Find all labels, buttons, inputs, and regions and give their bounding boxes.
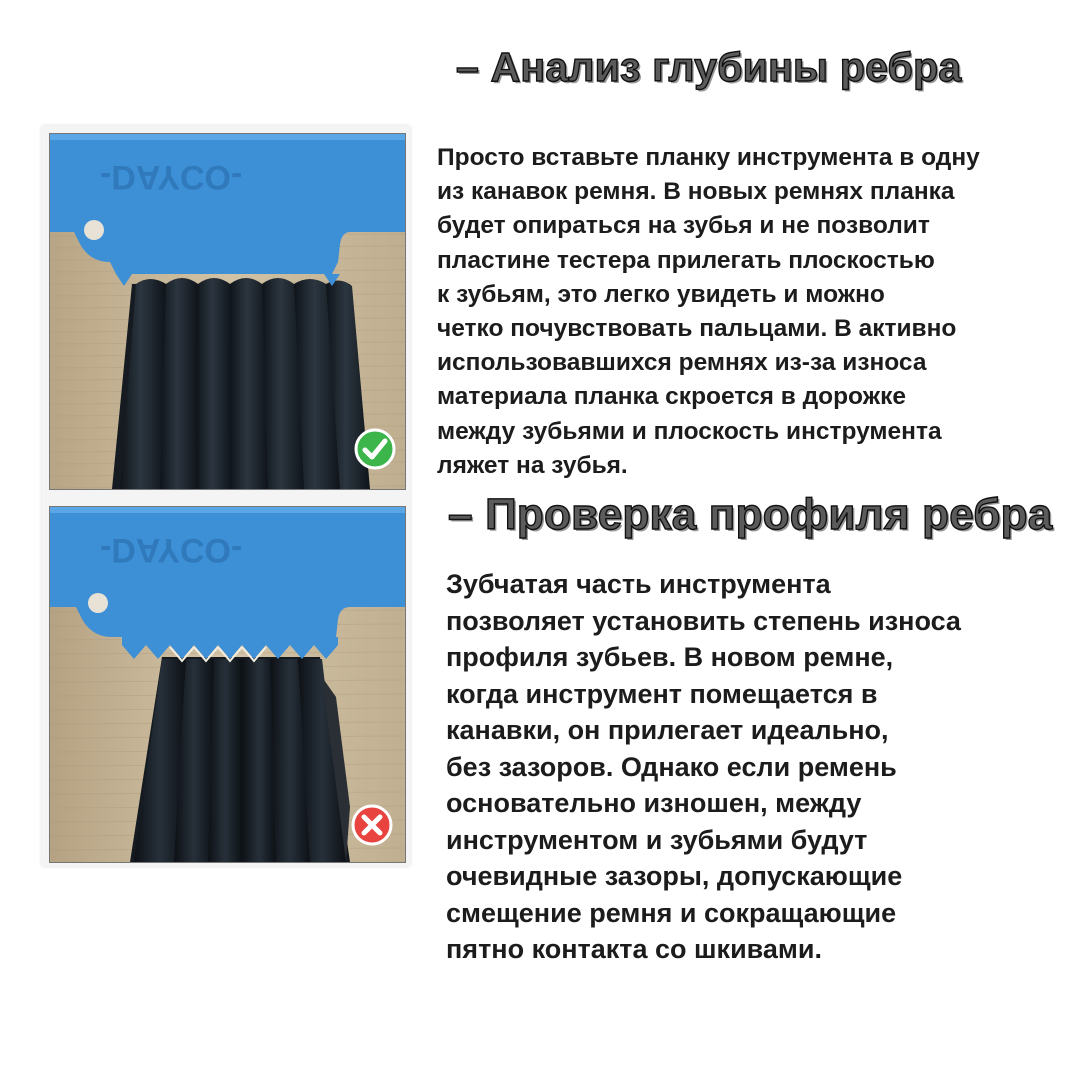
section-title-rib-depth: – Анализ глубины ребра [456, 44, 962, 90]
svg-text:-DAYCO-: -DAYCO- [100, 531, 243, 569]
belt-ribs [134, 659, 350, 862]
section-title-rib-profile: – Проверка профиля ребра [448, 490, 1053, 539]
cross-icon [353, 806, 391, 844]
photo-worn-belt [49, 506, 406, 863]
section-text-rib-profile: Зубчатая часть инструмента позволяет установить степень износа профиля зубьев. В новом ремне, когда инструмент помещается в канавки, он прилегает идеально, без зазоров. Однако если ремень основательно изношен, между инструментом и зубьями будут очевидные зазоры, допускающие смещение ремня и сокращающие пятно контакта со шкивами. [446, 569, 961, 964]
belt-ribs [120, 278, 370, 489]
photo-new-belt [49, 133, 406, 490]
checkmark-icon [356, 430, 394, 468]
section-text-rib-depth: Просто вставьте планку инструмента в одну из канавок ремня. В новых ремнях планка будет опираться на зубья и не позволит пластине тестера прилегать плоскостью к зубьям, это легко увидеть и можно четко почувствовать пальцами. В активно использовавшихся ремнях из-за износа материала планка скроется в дорожке между зубьями и плоскость инструмента ляжет на зубья. [437, 144, 980, 479]
svg-text:-DAYCO-: -DAYCO- [100, 158, 243, 196]
